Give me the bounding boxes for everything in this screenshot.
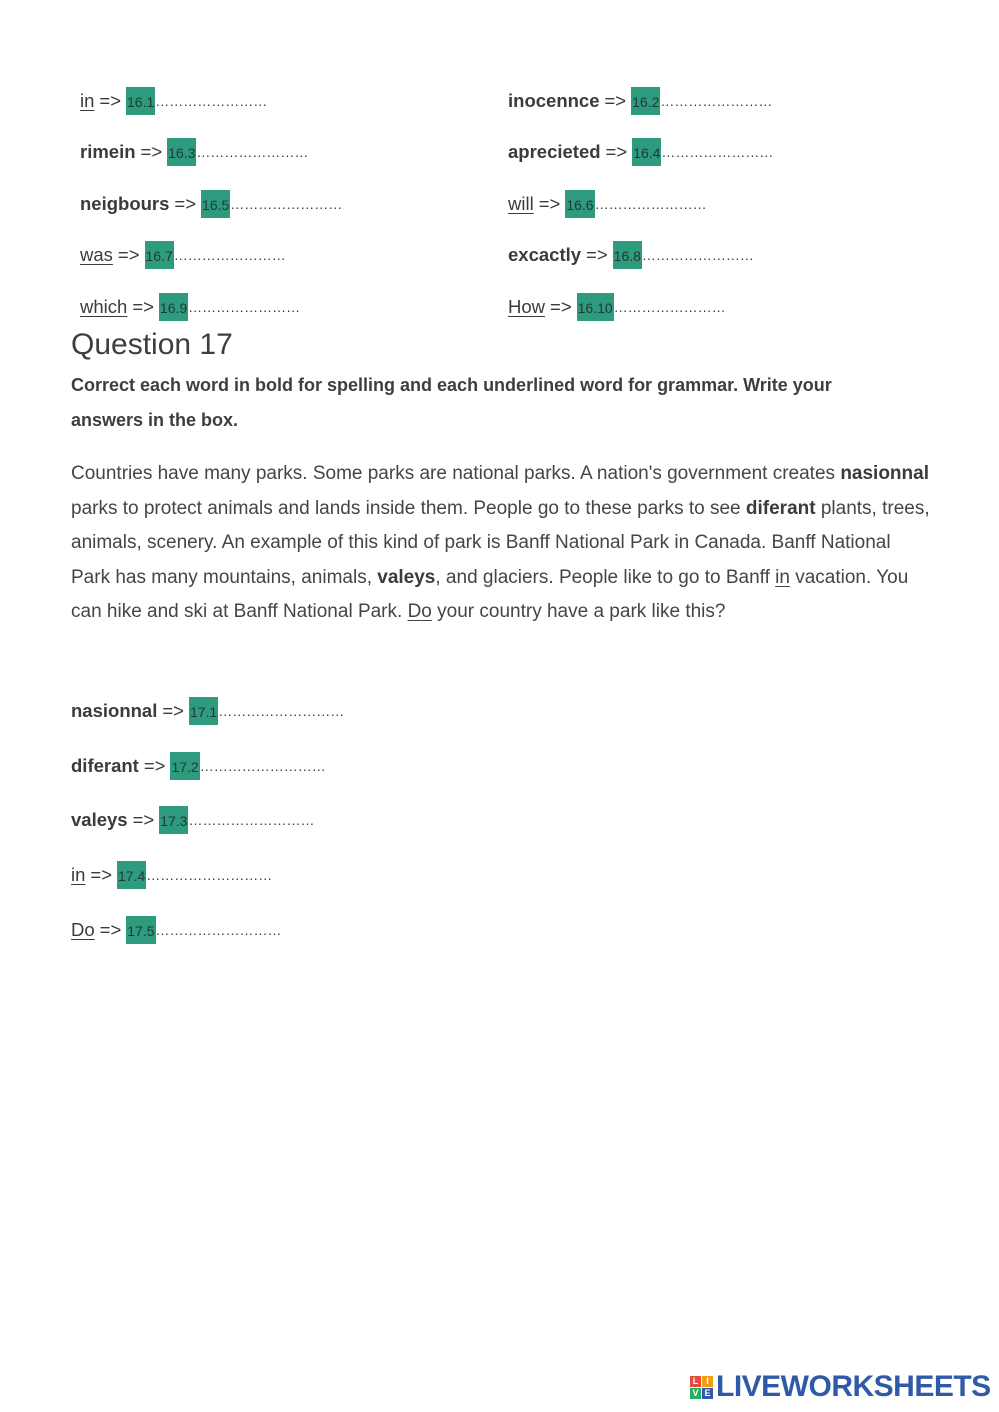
answer-box-16-4[interactable]: 16.4 — [632, 138, 661, 166]
answer-dots: …………………… — [230, 195, 343, 212]
arrow: => — [132, 295, 154, 317]
passage-text: plants, trees, animals, scenery. An example of this kind of park is Banff National Park in Canada. Banff National Park has many mountains, animals, — [71, 497, 930, 588]
liveworksheets-logo[interactable] — [690, 1371, 991, 1403]
answer-box-16-3[interactable]: 16.3 — [167, 138, 196, 166]
answer-word: aprecieted — [508, 141, 601, 163]
arrow: => — [132, 809, 155, 831]
answer-word: neigbours — [80, 192, 170, 214]
arrow: => — [99, 918, 122, 940]
instructions: Correct each word in bold for spelling and each underlined word for grammar. Write your answers in the box. — [71, 375, 832, 430]
question-17-answers — [71, 684, 344, 957]
bold-word: nasionnal — [840, 463, 929, 484]
answer-dots: …………………… — [188, 298, 301, 315]
answer-item — [71, 684, 344, 739]
answer-item — [80, 293, 300, 321]
answer-dots: ……………………… — [188, 812, 315, 829]
arrow: => — [604, 89, 627, 111]
answer-row — [80, 281, 940, 333]
arrow: => — [90, 864, 113, 886]
answer-word: in — [71, 864, 86, 886]
answer-word: will — [508, 192, 534, 214]
answer-box-16-9[interactable]: 16.9 — [159, 293, 188, 321]
passage-text: parks to protect animals and lands inside them. People go to these parks to see — [71, 497, 746, 519]
answer-box-17-4[interactable]: 17.4 — [117, 861, 146, 889]
answer-dots: ……………………… — [146, 867, 273, 884]
answer-word: which — [80, 295, 128, 317]
answer-dots: …………………… — [196, 144, 309, 161]
arrow: => — [140, 141, 163, 163]
answer-row — [80, 75, 940, 127]
answer-word: How — [508, 295, 546, 317]
answer-word: inocennce — [508, 89, 600, 111]
answer-dots: ……………………… — [155, 921, 282, 938]
bold-word: valeys — [377, 566, 436, 588]
answer-dots: …………………… — [613, 298, 726, 315]
answer-dots: ……………………… — [199, 757, 326, 774]
answer-box-16-5[interactable]: 16.5 — [201, 190, 230, 218]
answer-item — [71, 739, 344, 794]
answer-row — [80, 127, 940, 179]
reading-passage — [71, 457, 931, 630]
answer-box-16-7[interactable]: 16.7 — [145, 241, 174, 269]
answer-item — [71, 848, 344, 903]
logo-letter: E — [702, 1388, 713, 1399]
answer-row — [80, 230, 940, 282]
question-title: Question 17 — [71, 328, 233, 361]
answer-word: in — [80, 89, 95, 111]
answer-item — [71, 793, 344, 848]
arrow: => — [99, 89, 122, 111]
answer-word: excactly — [508, 244, 582, 266]
arrow: => — [162, 700, 184, 722]
answer-item — [80, 190, 342, 218]
answer-item — [508, 190, 707, 218]
passage-text: Countries have many parks. Some parks are national parks. A nation's government creates — [71, 463, 841, 484]
passage-text: your country have a park like this? — [431, 601, 726, 622]
bold-word: diferant — [745, 497, 816, 519]
logo-letter: V — [690, 1388, 701, 1399]
underlined-word: in — [775, 566, 790, 588]
answer-row — [80, 178, 940, 230]
answer-box-17-5[interactable]: 17.5 — [126, 916, 155, 944]
logo-mark-icon — [690, 1376, 713, 1399]
passage-text: vacation. You can hike and ski at Banff National Park. — [71, 566, 909, 622]
answer-box-17-1[interactable]: 17.1 — [189, 697, 218, 725]
passage-text: , and glaciers. People like to go to Banff — [435, 566, 776, 588]
arrow: => — [143, 754, 166, 776]
answer-word: valeys — [71, 809, 128, 831]
answer-item — [80, 87, 267, 115]
arrow: => — [174, 192, 197, 214]
logo-letter: L — [690, 1376, 701, 1387]
answer-dots: …………………… — [173, 247, 286, 264]
answer-word: nasionnal — [71, 700, 158, 722]
answer-item — [508, 87, 772, 115]
answer-item — [71, 902, 344, 957]
answer-dots: ……………………… — [218, 703, 345, 720]
arrow: => — [586, 244, 608, 266]
answer-item — [508, 241, 754, 269]
answer-box-17-3[interactable]: 17.3 — [159, 806, 188, 834]
answer-box-16-10[interactable]: 16.10 — [577, 293, 614, 321]
answer-word: Do — [71, 918, 95, 940]
answer-dots: …………………… — [661, 144, 774, 161]
answer-item — [508, 138, 773, 166]
answer-item — [80, 138, 308, 166]
answer-word: was — [80, 244, 113, 266]
answer-dots: …………………… — [594, 195, 707, 212]
answer-box-16-8[interactable]: 16.8 — [613, 241, 642, 269]
arrow: => — [605, 141, 628, 163]
answer-box-16-1[interactable]: 16.1 — [126, 87, 155, 115]
answer-box-16-2[interactable]: 16.2 — [631, 87, 660, 115]
answer-word: rimein — [80, 141, 136, 163]
logo-text: LIVEWORKSHEETS — [716, 1370, 991, 1403]
arrow: => — [550, 295, 572, 317]
answer-dots: …………………… — [660, 92, 773, 109]
answer-box-17-2[interactable]: 17.2 — [170, 752, 199, 780]
arrow: => — [117, 244, 140, 266]
logo-letter: I — [702, 1376, 713, 1387]
answer-box-16-6[interactable]: 16.6 — [565, 190, 594, 218]
answer-item — [508, 293, 726, 321]
answer-dots: …………………… — [641, 247, 754, 264]
answer-dots: …………………… — [155, 92, 268, 109]
answer-item — [80, 241, 286, 269]
question-16-answers — [80, 75, 940, 333]
underlined-word: Do — [407, 601, 432, 622]
arrow: => — [538, 192, 561, 214]
answer-word: diferant — [71, 754, 139, 776]
